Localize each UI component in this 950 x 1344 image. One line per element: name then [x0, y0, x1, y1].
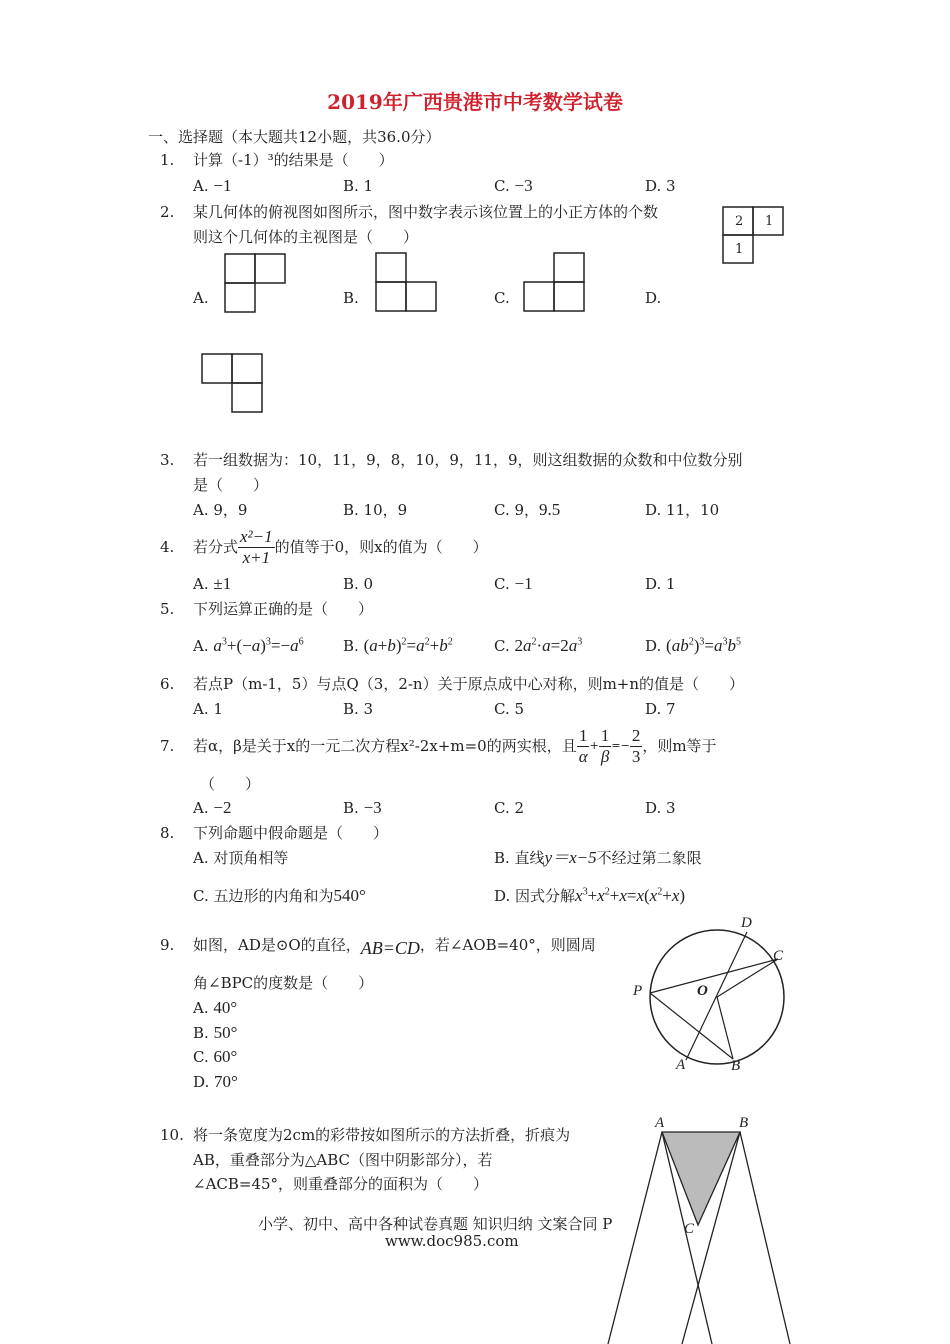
q4-stem: 若分式 $\frac{\text{x²−1}}{x+1}$ 的值等于0，则x的值为（ ）	[193, 526, 488, 567]
q7-number: 7.	[160, 737, 175, 755]
q7-option-d[interactable]: D. 3	[645, 799, 676, 817]
q7-line2: （ ）	[200, 775, 261, 793]
q9-label-d: D	[741, 915, 752, 931]
q3-option-d[interactable]: D. 11，10	[645, 501, 720, 519]
q1-option-c[interactable]: C. −3	[494, 176, 533, 195]
q7-option-c[interactable]: C. 2	[494, 799, 525, 817]
q4-option-a[interactable]: A. ±1	[193, 574, 232, 593]
q2-option-b-figure	[375, 252, 437, 312]
q9-label-o: O	[697, 983, 708, 999]
q3-number: 3.	[160, 451, 175, 469]
q9-circle-figure	[630, 915, 800, 1075]
q1-stem: 计算（-1）³的结果是（ ）	[193, 151, 394, 169]
q1-number: 1.	[160, 151, 175, 169]
q3-line1: 若一组数据为：10，11，9，8，10，9，11，9，则这组数据的众数和中位数分别	[193, 451, 743, 469]
q6-option-a[interactable]: A. 1	[193, 700, 223, 718]
q10-line2: AB，重叠部分为△ABC（图中阴影部分），若	[193, 1151, 493, 1169]
q3-option-b[interactable]: B. 10，9	[343, 501, 408, 519]
q9-option-d[interactable]: D. 70°	[193, 1072, 238, 1091]
q2-option-c-figure	[523, 252, 585, 312]
q10-label-b: B	[739, 1115, 749, 1131]
q2-top-view-grid	[722, 206, 784, 266]
q9-label-c: C	[773, 948, 784, 964]
q10-label-c: C	[684, 1221, 695, 1237]
q10-line1: 将一条宽度为2cm的彩带按如图所示的方法折叠，折痕为	[193, 1126, 571, 1144]
q9-label-p: P	[633, 983, 643, 999]
q4-number: 4.	[160, 538, 175, 556]
q4-fraction: $\frac{\text{x²−1}}{x+1}$	[240, 526, 273, 567]
q2-option-b[interactable]: B.	[343, 289, 359, 307]
q9-line1: 如图，AD是⊙O的直径，AB=CD，若∠AOB=40°，则圆周	[193, 936, 596, 958]
q9-option-c[interactable]: C. 60°	[193, 1047, 238, 1066]
q3-line2: 是（ ）	[193, 476, 269, 494]
q1-option-d[interactable]: D. 3	[645, 177, 676, 195]
q8-option-a[interactable]: A. 对顶角相等	[193, 849, 289, 867]
q5-stem: 下列运算正确的是（ ）	[193, 600, 374, 618]
q5-option-b[interactable]: B. $(a+b)^2=a^2+b^2$	[343, 636, 453, 655]
q4-option-c[interactable]: C. −1	[494, 574, 533, 593]
q8-option-b[interactable]: B. 直线y＝x−5不经过第二象限	[494, 848, 702, 867]
q5-number: 5.	[160, 600, 175, 618]
q3-option-c[interactable]: C. 9，9.5	[494, 500, 561, 519]
q9-option-b[interactable]: B. 50°	[193, 1023, 238, 1042]
q3-option-a[interactable]: A. 9，9	[193, 501, 248, 519]
q4-option-d[interactable]: D. 1	[645, 575, 676, 593]
q2-grid-cell-3: 1	[735, 242, 744, 257]
q9-number: 9.	[160, 936, 175, 954]
q4-option-b[interactable]: B. 0	[343, 575, 374, 593]
q10-fold-figure	[600, 1115, 790, 1344]
section-heading: 一、选择题（本大题共12小题，共36.0分）	[148, 128, 441, 146]
q2-grid-cell-2: 1	[765, 214, 774, 229]
q2-option-d-figure	[201, 353, 263, 413]
q2-option-d[interactable]: D.	[645, 289, 662, 307]
q6-option-c[interactable]: C. 5	[494, 700, 525, 718]
q7-option-a[interactable]: A. −2	[193, 798, 232, 817]
page-title: 2019年广西贵港市中考数学试卷	[327, 90, 623, 114]
footer-line1: 小学、初中、高中各种试卷真题 知识归纳 文案合同 P	[258, 1215, 613, 1233]
q9-label-a: A	[676, 1057, 686, 1073]
q6-number: 6.	[160, 675, 175, 693]
q10-line3: ∠ACB=45°，则重叠部分的面积为（ ）	[193, 1175, 489, 1193]
q6-option-d[interactable]: D. 7	[645, 700, 676, 718]
q2-number: 2.	[160, 203, 175, 221]
footer-url[interactable]: www.doc985.com	[385, 1232, 519, 1250]
q5-option-c[interactable]: C. $2a^2\cdot a=2a^3$	[494, 636, 583, 655]
q7-stem: 若α，β是关于x的一元二次方程x²-2x+m=0的两实根，且 $\frac{1}{\alpha}$ + $\frac{1}{\beta}$ =− $\frac{2}{3}$ ，则m等于	[193, 725, 717, 766]
q8-stem: 下列命题中假命题是（ ）	[193, 824, 389, 842]
q2-option-a[interactable]: A.	[193, 289, 209, 307]
q6-option-b[interactable]: B. 3	[343, 700, 374, 718]
q8-number: 8.	[160, 824, 175, 842]
q8-option-d[interactable]: D. 因式分解$x^3+x^2+x=x(x^2+x)$	[494, 886, 686, 905]
q2-line2: 则这个几何体的主视图是（ ）	[193, 228, 419, 246]
q5-option-a[interactable]: A. $a^3+(-a)^3=-a^6$	[193, 636, 304, 655]
q10-label-a: A	[655, 1115, 665, 1131]
q8-option-c[interactable]: C. 五边形的内角和为540°	[193, 886, 366, 905]
q9-label-b: B	[731, 1058, 741, 1074]
q10-number: 10.	[160, 1126, 184, 1144]
q1-option-b[interactable]: B. 1	[343, 177, 374, 195]
q2-option-c[interactable]: C.	[494, 289, 510, 307]
q7-option-b[interactable]: B. −3	[343, 798, 382, 817]
q1-option-a[interactable]: A. −1	[193, 176, 232, 195]
q2-line1: 某几何体的俯视图如图所示，图中数字表示该位置上的小正方体的个数	[193, 203, 659, 221]
q2-option-a-figure	[224, 253, 286, 313]
q5-option-d[interactable]: D. $(ab^2)^3=a^3b^5$	[645, 636, 741, 655]
q9-option-a[interactable]: A. 40°	[193, 998, 238, 1017]
q9-line2: 角∠BPC的度数是（ ）	[193, 974, 374, 992]
q2-grid-cell-1: 2	[735, 214, 744, 229]
q6-stem: 若点P（m-1，5）与点Q（3，2-n）关于原点成中心对称，则m+n的值是（ ）	[193, 675, 745, 693]
